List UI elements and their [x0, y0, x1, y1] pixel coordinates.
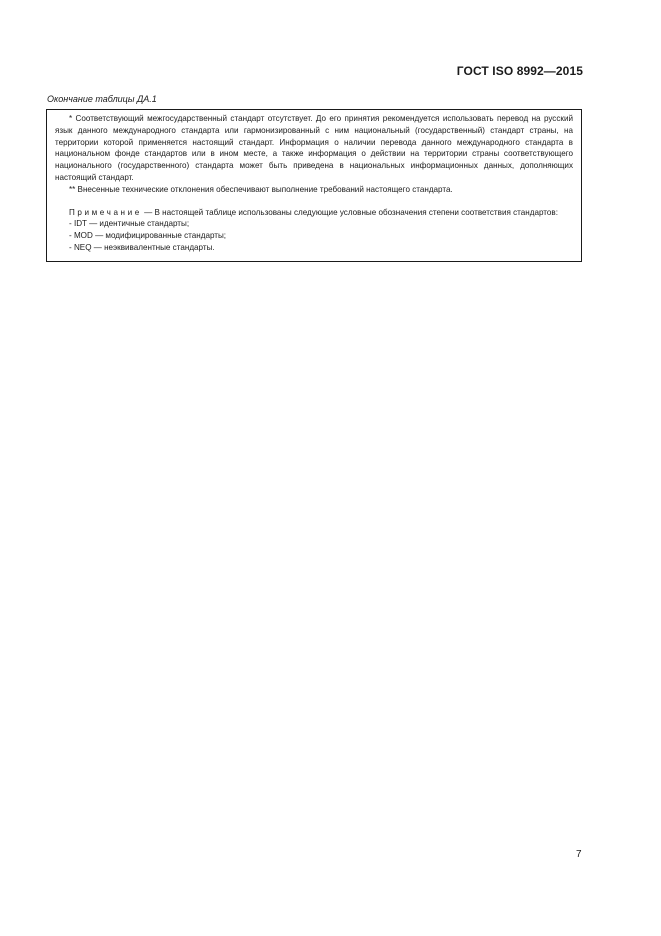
page-number: 7	[576, 849, 582, 860]
table-notes-box	[46, 109, 582, 262]
note-list-item-mod: - MOD — модифицированные стандарты;	[69, 231, 227, 241]
note-label: Примечание	[69, 207, 142, 217]
note-list-item-neq: - NEQ — неэквивалентные стандарты.	[69, 242, 215, 252]
note-paragraph	[55, 207, 573, 219]
footnote-single-star: * Соответствующий межгосударственный стандарт отсутствует. До его принятия рекомендуется использовать перевод на русский язык данного международного стандарта или гармонизированный с ним национальный (государственный) стандарт страны, на территории которой применяется настоящий стандарт. Информация о наличии перевода данного международного стандарта в национальном фонде стандартов или в ином месте, а также информация о действии на территории страны соответствующего национального (государственного) стандарта может быть приведена в национальных информационных данных, дополняющих настоящий стандарт.	[55, 114, 573, 182]
document-header-standard-code: ГОСТ ISO 8992—2015	[456, 64, 583, 78]
notes-spacer	[55, 196, 573, 207]
footnote-double-star: ** Внесенные технические отклонения обеспечивают выполнение требований настоящего стандарта.	[69, 184, 453, 194]
table-caption: Окончание таблицы ДА.1	[47, 94, 157, 104]
note-list-item-idt: - IDT — идентичные стандарты;	[69, 219, 190, 229]
note-text: — В настоящей таблице использованы следующие условные обозначения степени соответствия стандартов:	[141, 207, 558, 217]
